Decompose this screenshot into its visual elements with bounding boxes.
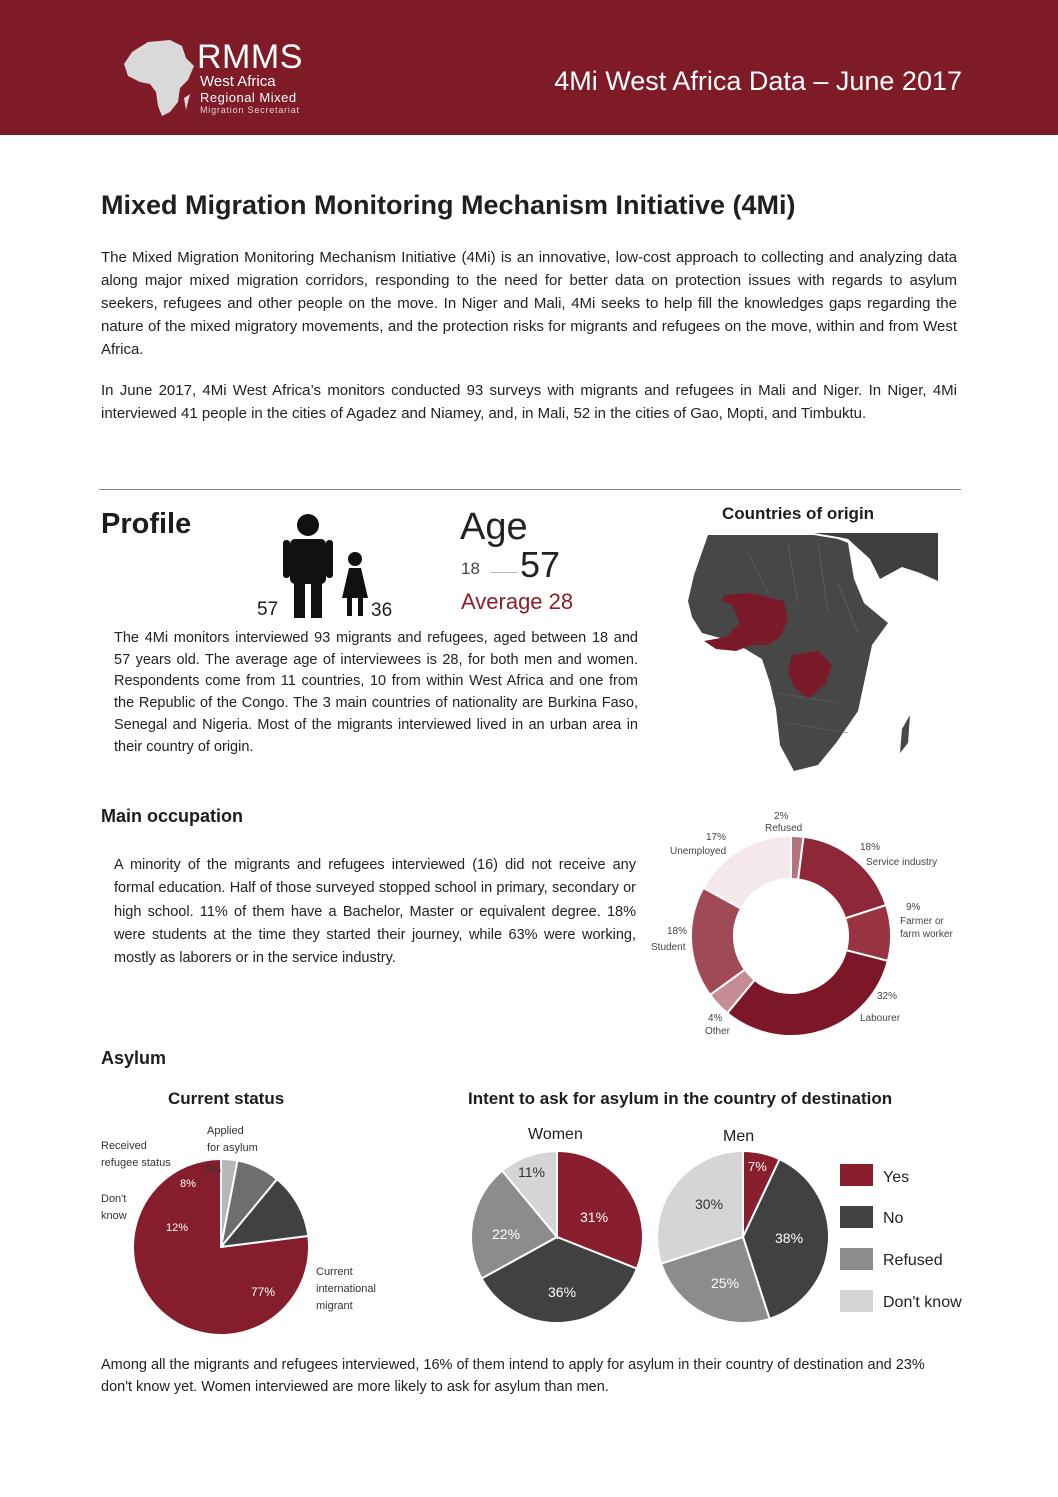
label-received-1: Received bbox=[101, 1140, 147, 1152]
women-label: Women bbox=[528, 1126, 583, 1143]
occupation-heading: Main occupation bbox=[101, 806, 244, 826]
label-other: Other bbox=[705, 1026, 731, 1037]
occupation-paragraph: A minority of the migrants and refugees interviewed (16) did not receive any formal education. Half of those surveyed stopped school in primary, secondary or high school. 11% of them have a Bachelor, Master or equivalent degree. 18% were students at the time they started their journey, while 63% were working, mostly as laborers or in the service industry. bbox=[114, 857, 636, 967]
legend-dontknow: Don't know bbox=[883, 1294, 962, 1311]
men-label: Men bbox=[723, 1128, 755, 1145]
logo-wordmark: RMMS bbox=[197, 38, 303, 76]
men-refused-pct: 25% bbox=[711, 1275, 740, 1291]
men-no-pct: 38% bbox=[775, 1230, 804, 1246]
pct-dontknow: 12% bbox=[166, 1222, 189, 1234]
age-min: 18 bbox=[461, 559, 480, 578]
intro-paragraph-2: In June 2017, 4Mi West Africa’s monitors conducted 93 surveys with migrants and refugees in Mali and Niger. In Niger, 4Mi interviewed 41 people in the cities of Agadez and Niamey, and, in Mali, 52 in the cities of Gao, Mopti, and Timbuktu. bbox=[101, 382, 957, 422]
page-title: Mixed Migration Monitoring Mechanism Initiative (4Mi) bbox=[101, 190, 796, 220]
label-applied-2: for asylum bbox=[207, 1142, 258, 1154]
map-title: Countries of origin bbox=[722, 504, 875, 523]
label-applied-1: Applied bbox=[207, 1125, 244, 1137]
label-current-2: international bbox=[316, 1283, 376, 1295]
label-dontknow-2: know bbox=[101, 1210, 127, 1222]
label-labourer: Labourer bbox=[860, 1013, 901, 1024]
section-divider bbox=[99, 489, 961, 490]
profile-paragraph: The 4Mi monitors interviewed 93 migrants and refugees, aged between 18 and 57 years old. The average age of interviewees is 28, for both men and women. Respondents come from 11 countries, 10 from within West Africa and one from the Republic of the Congo. The 3 main countries of nationality are Burkina Faso, Senegal and Nigeria. Most of the migrants interviewed lived in an urban area in their country of origin. bbox=[114, 630, 638, 755]
intro-paragraph-1: The Mixed Migration Monitoring Mechanism Initiative (4Mi) is an innovative, low-cost approach to collecting and analyzing data along major mixed migration corridors, responding to the need for better data on protection issues with regards to asylum seekers, refugees and other people on the move. In Niger and Mali, 4Mi seeks to help fill the knowledges gaps regarding the nature of the mixed migratory movements, and the protection risks for migrants and refugees on the move, within and from West Africa. bbox=[101, 249, 957, 358]
label-received-2: refugee status bbox=[101, 1157, 171, 1169]
label-farmer-2: farm worker bbox=[900, 929, 953, 940]
legend-refused: Refused bbox=[883, 1252, 943, 1269]
women-dontknow-pct: 11% bbox=[518, 1164, 545, 1180]
label-service: Service industry bbox=[866, 857, 938, 868]
label-labourer-pct: 32% bbox=[877, 991, 898, 1002]
pct-current: 77% bbox=[251, 1285, 276, 1299]
label-refused: Refused bbox=[765, 823, 803, 834]
occupation-donut-chart bbox=[690, 835, 892, 1037]
logo-subtitle: West Africa bbox=[200, 73, 276, 90]
logo-subtitle-3: Migration Secretariat bbox=[200, 105, 300, 115]
legend-refused-swatch bbox=[840, 1248, 873, 1270]
men-count: 57 bbox=[257, 599, 279, 620]
label-unemployed: Unemployed bbox=[670, 846, 727, 857]
africa-map bbox=[688, 533, 938, 783]
label-service-pct: 18% bbox=[860, 842, 881, 853]
women-no-pct: 36% bbox=[548, 1284, 577, 1300]
status-title: Current status bbox=[168, 1089, 285, 1108]
man-woman-icon bbox=[280, 512, 375, 618]
intent-title: Intent to ask for asylum in the country of destination bbox=[468, 1089, 893, 1108]
pct-applied: 3% bbox=[205, 1164, 221, 1176]
age-range-line bbox=[490, 572, 518, 573]
header-banner bbox=[0, 0, 1058, 135]
men-pie-chart bbox=[656, 1150, 830, 1324]
africa-logo-icon bbox=[120, 36, 198, 120]
legend-yes-swatch bbox=[840, 1164, 873, 1186]
label-farmer-1: Farmer or bbox=[900, 916, 944, 927]
label-farmer-pct: 9% bbox=[906, 902, 921, 913]
header-title: 4Mi West Africa Data – June 2017 bbox=[554, 66, 962, 96]
label-unemployed-pct: 17% bbox=[706, 832, 727, 843]
label-dontknow-1: Don't bbox=[101, 1193, 127, 1205]
age-average: Average 28 bbox=[461, 589, 574, 614]
status-pie-chart bbox=[134, 1157, 310, 1339]
men-dontknow-pct: 30% bbox=[695, 1196, 724, 1212]
profile-heading: Profile bbox=[101, 508, 192, 540]
pct-received: 8% bbox=[180, 1178, 196, 1190]
age-title: Age bbox=[460, 506, 528, 548]
label-refused-pct: 2% bbox=[774, 811, 789, 822]
men-yes-pct: 7% bbox=[748, 1159, 767, 1174]
label-student-pct: 18% bbox=[667, 926, 688, 937]
women-yes-pct: 31% bbox=[580, 1209, 609, 1225]
legend-no-swatch bbox=[840, 1206, 873, 1228]
label-current-3: migrant bbox=[316, 1300, 353, 1312]
legend-dontknow-swatch bbox=[840, 1290, 873, 1312]
label-current-1: Current bbox=[316, 1266, 353, 1278]
legend-no: No bbox=[883, 1210, 904, 1227]
asylum-footer-paragraph: Among all the migrants and refugees interviewed, 16% of them intend to apply for asylum in their country of destination and 23% don't know yet. Women interviewed are more likely to ask for asylum than men. bbox=[101, 1357, 925, 1395]
logo-subtitle-2: Regional Mixed bbox=[200, 90, 297, 105]
legend-yes: Yes bbox=[883, 1169, 910, 1186]
women-count: 36 bbox=[371, 600, 393, 621]
age-max: 57 bbox=[520, 544, 561, 585]
women-refused-pct: 22% bbox=[492, 1226, 521, 1242]
label-student: Student bbox=[651, 942, 686, 953]
label-other-pct: 4% bbox=[708, 1013, 723, 1024]
asylum-heading: Asylum bbox=[101, 1048, 167, 1068]
